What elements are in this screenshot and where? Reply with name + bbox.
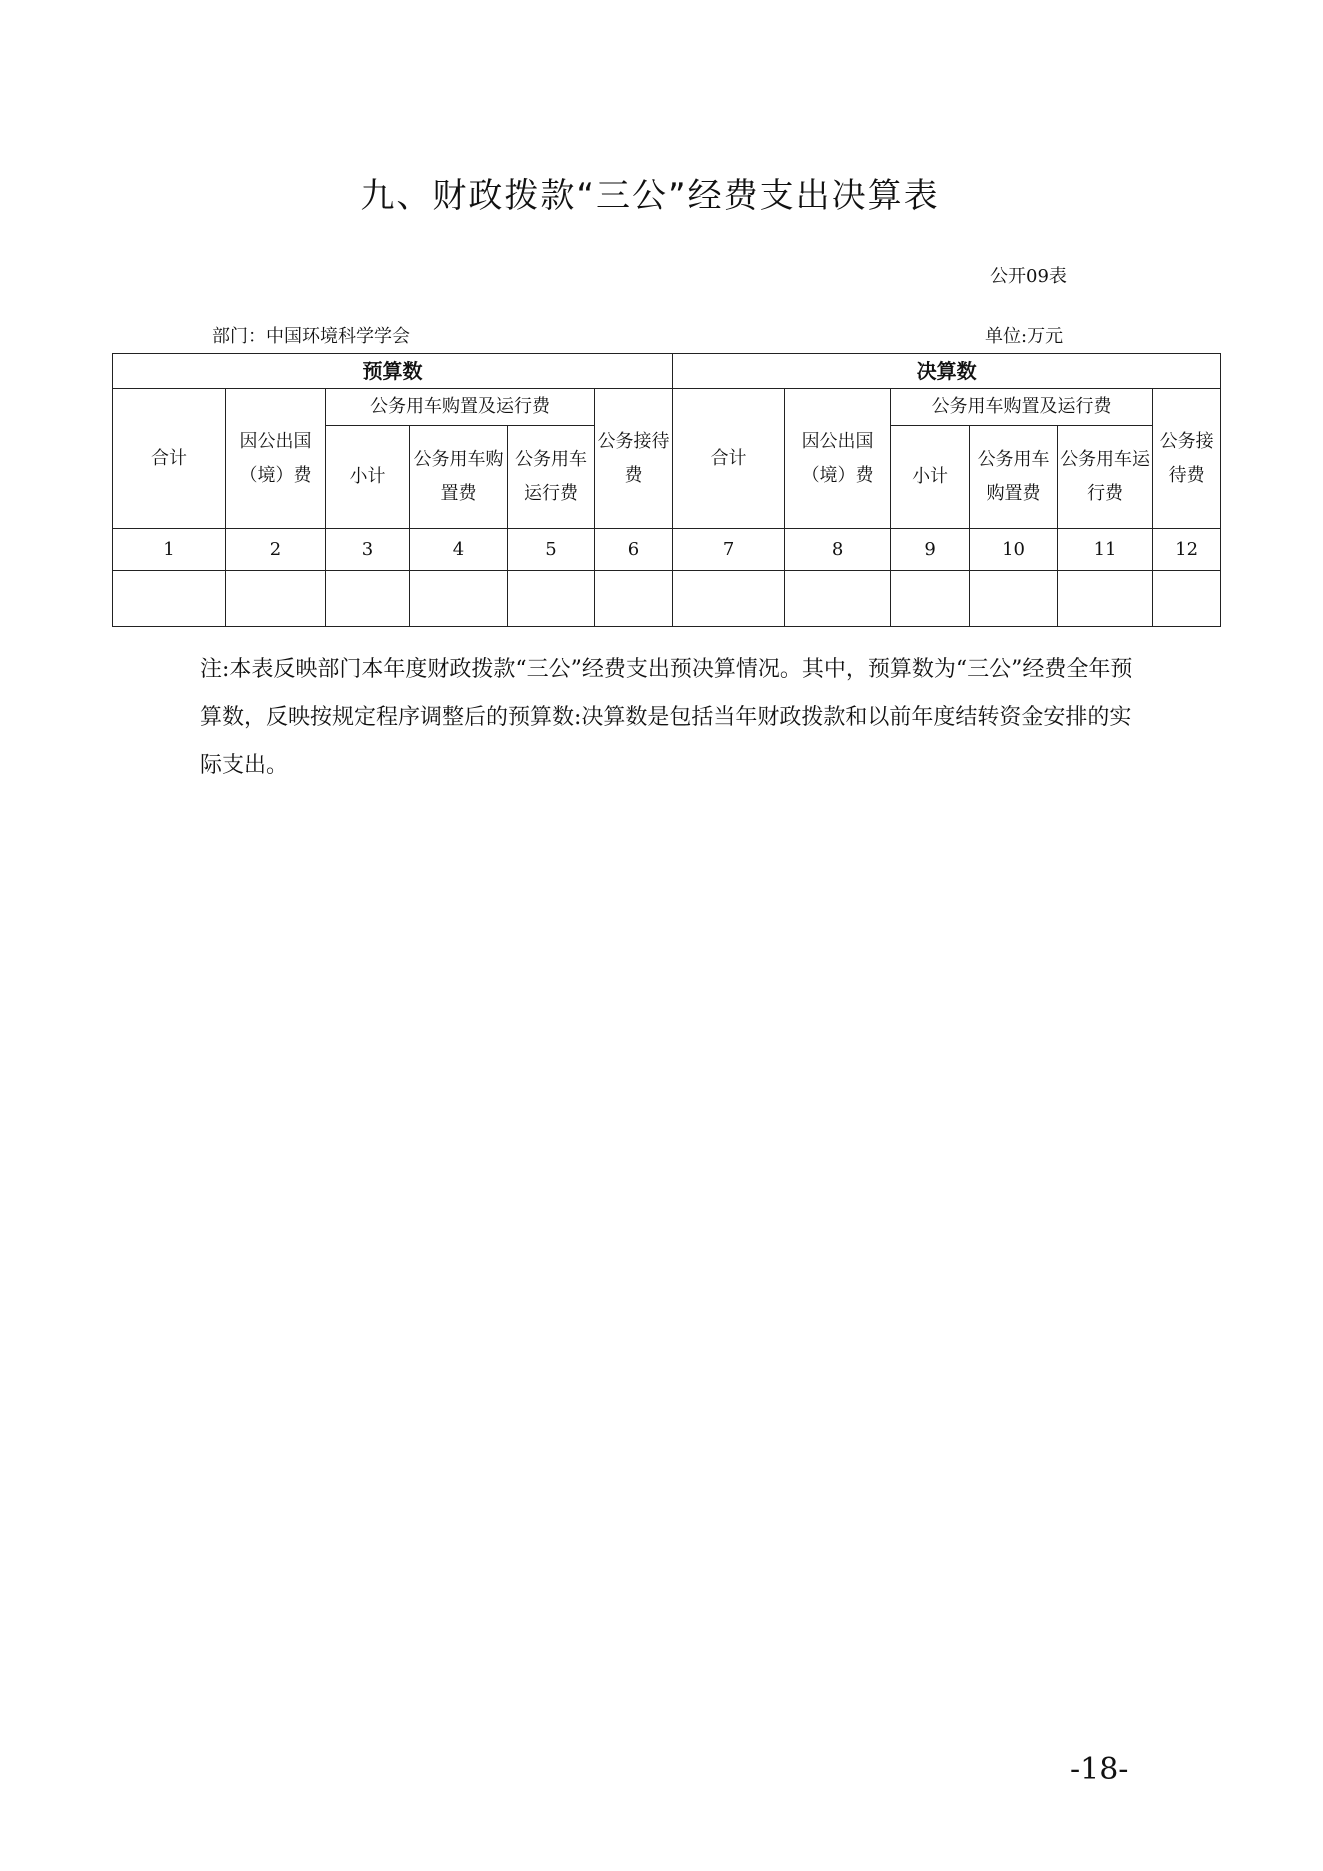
column-number: 1: [113, 529, 226, 571]
column-number: 8: [785, 529, 891, 571]
value-cell: [113, 571, 226, 627]
budget-running-header: 公务用车运行费: [508, 426, 595, 529]
table-note: 注:本表反映部门本年度财政拨款“三公”经费支出预决算情况。其中，预算数为“三公”经费全年预算数，反映按规定程序调整后的预算数:决算数是包括当年财政拨款和以前年度结转资金安排的实际支出。: [200, 657, 1133, 778]
value-cell: [1058, 571, 1153, 627]
value-cell: [1153, 571, 1221, 627]
budget-total-header: 合计: [113, 389, 226, 529]
page-number: -18-: [1070, 1752, 1129, 1787]
column-number: 6: [595, 529, 673, 571]
column-number: 11: [1058, 529, 1153, 571]
budget-group-header: 预算数: [113, 354, 673, 389]
budget-abroad-header: 因公出国（境）费: [226, 389, 326, 529]
budget-purchase-header: 公务用车购置费: [410, 426, 508, 529]
value-cell: [410, 571, 508, 627]
final-running-header: 公务用车运行费: [1058, 426, 1153, 529]
column-number: 10: [970, 529, 1058, 571]
budget-subtotal-header: 小计: [326, 426, 410, 529]
form-number: 公开09表: [990, 266, 1067, 287]
value-cell: [785, 571, 891, 627]
column-number: 4: [410, 529, 508, 571]
final-abroad-header: 因公出国（境）费: [785, 389, 891, 529]
column-number: 7: [673, 529, 785, 571]
final-purchase-header: 公务用车购置费: [970, 426, 1058, 529]
column-number: 9: [891, 529, 970, 571]
expense-table: [112, 353, 1221, 627]
final-total-header: 合计: [673, 389, 785, 529]
final-vehicle-header: 公务用车购置及运行费: [891, 389, 1153, 426]
value-cell: [508, 571, 595, 627]
budget-reception-header: 公务接待费: [595, 389, 673, 529]
column-number: 2: [226, 529, 326, 571]
page-title: 九、财政拨款“三公”经费支出决算表: [360, 176, 940, 216]
value-cell: [891, 571, 970, 627]
unit-label: 单位:万元: [985, 326, 1064, 347]
department-label: 部门：中国环境科学学会: [212, 326, 410, 347]
final-group-header: 决算数: [673, 354, 1221, 389]
value-cell: [673, 571, 785, 627]
value-cell: [595, 571, 673, 627]
budget-vehicle-header: 公务用车购置及运行费: [326, 389, 595, 426]
value-cell: [326, 571, 410, 627]
column-number: 3: [326, 529, 410, 571]
value-cell: [970, 571, 1058, 627]
final-reception-header: 公务接待费: [1153, 389, 1221, 529]
final-subtotal-header: 小计: [891, 426, 970, 529]
column-number: 5: [508, 529, 595, 571]
value-cell: [226, 571, 326, 627]
column-number: 12: [1153, 529, 1221, 571]
